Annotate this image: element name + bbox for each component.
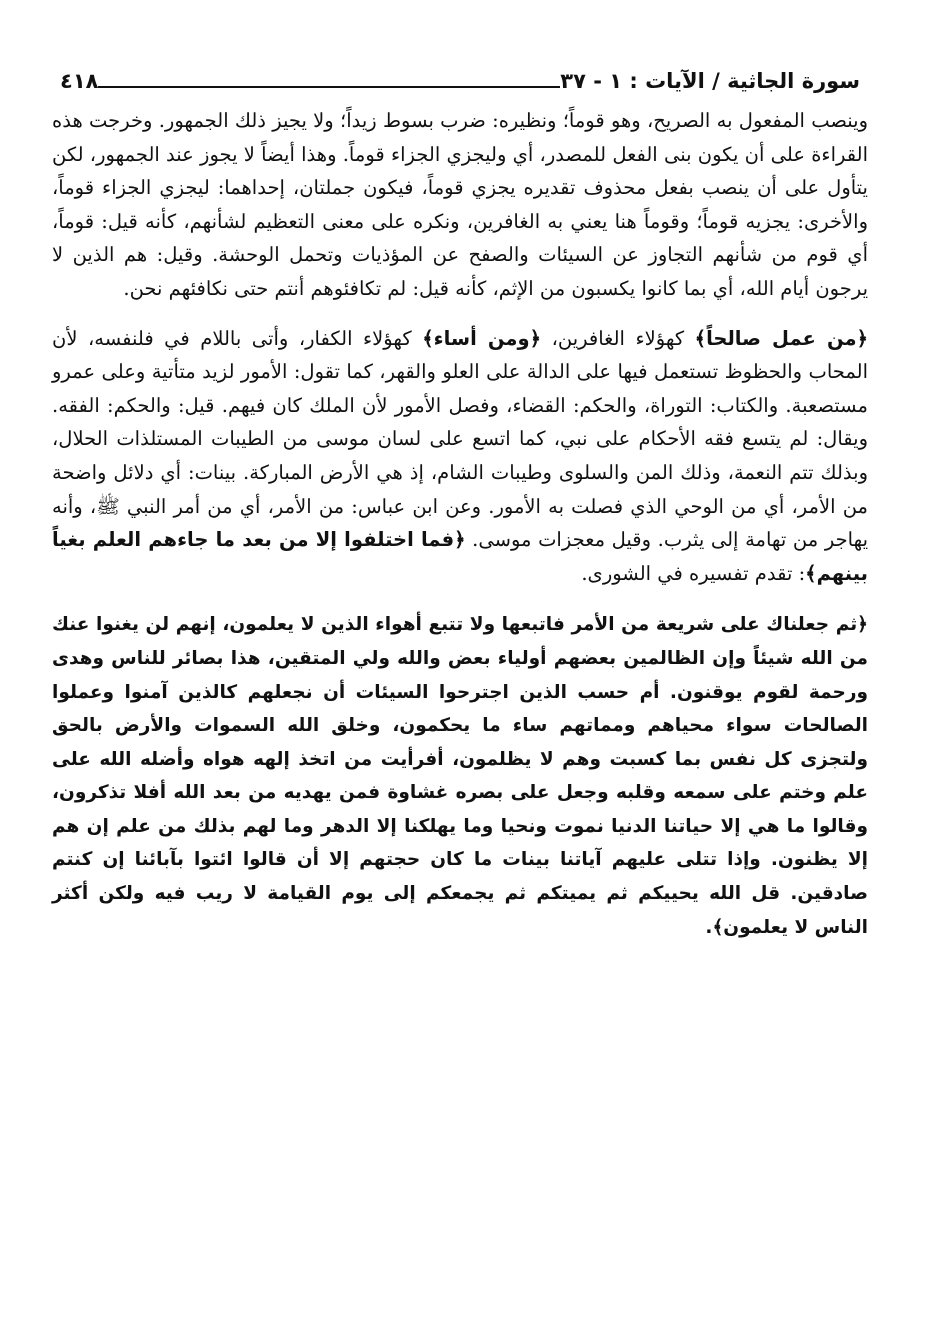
page-number: ٤١٨ (60, 69, 99, 93)
commentary-text: كهؤلاء الكفار، وأتى باللام في فلنفسه، لأن المحاب والحظوظ تستعمل فيها على الدالة على العلو والقهر، كما تقول: الأمور لزيد متأتية وعلى عمرو مستصعبة. والكتاب: التوراة، والحكم: القضاء، وفصل الأمور لأن الملك كان فيهم. قيل: والحكم: الفقه. ويقال: لم يتسع فقه الأحكام على نبي، كما اتسع على لسان موسى من الطيبات المستلذات الحلال، وبذلك تتم النعمة، وذلك المن والسلوى وطيبات الشام، إذ هي الأرض المباركة. بينات: أي دلائل واضحة من الأمر، أي من الوحي الذي فصلت به الأمور. وعن ابن عباس: من الأمر، أي من أمر النبي ﷺ، وأنه يهاجر من تهامة إلى يثرب. وقيل معجزات موسى. (52, 326, 868, 552)
paragraph-1 (52, 104, 868, 306)
commentary-text: : تقدم تفسيره في الشورى. (581, 561, 806, 585)
running-title: سورة الجاثية / الآيات : ١ - ٣٧ (560, 69, 860, 93)
header-rule (98, 86, 560, 88)
quran-verse-text: ﴿ثم جعلناك على شريعة من الأمر فاتبعها ولا تتبع أهواء الذين لا يعلمون، إنهم لن يغنوا عنك من الله شيئاً وإن الظالمين بعضهم أولياء بعض والله ولي المتقين، هذا بصائر للناس وهدى ورحمة لقوم يوقنون. أم حسب الذين اجترحوا السيئات أن نجعلهم كالذين آمنوا وعملوا الصالحات سواء محياهم ومماتهم ساء ما يحكمون، وخلق الله السموات والأرض بالحق ولتجزى كل نفس بما كسبت وهم لا يظلمون، أفرأيت من اتخذ إلهه هواه وأضله الله على علم وختم على سمعه وقلبه وجعل على بصره غشاوة فمن يهديه من بعد الله أفلا تذكرون، وقالوا ما هي إلا حياتنا الدنيا نموت ونحيا وما يهلكنا إلا الدهر وما لهم بذلك من علم إن هم إلا يظنون. وإذا تتلى عليهم آياتنا بينات ما كان حجتهم إلا أن قالوا ائتوا بآبائنا إن كنتم صادقين. قل الله يحييكم ثم يميتكم ثم يجمعكم إلى يوم القيامة لا ريب فيه ولكن أكثر الناس لا يعلمون﴾. (52, 614, 868, 938)
quran-verse-text: ﴿من عمل صالحاً﴾ (694, 326, 869, 350)
commentary-text: كهؤلاء الغافرين، (541, 326, 695, 350)
paragraph-2 (52, 322, 868, 591)
commentary-text: وينصب المفعول به الصريح، وهو قوماً؛ ونظيره: ضرب بسوط زيداً؛ ولا يجيز ذلك الجمهور. وخرجت هذه القراءة على أن يكون بنى الفعل للمصدر، أي وليجزي الجزاء قوماً. وهذا أيضاً لا يجوز عند الجمهور، لكن يتأول على أن ينصب بفعل محذوف تقديره يجزي قوماً، فيكون جملتان، إحداهما: ليجزي الجزاء قوماً، والأخرى: يجزيه قوماً؛ وقوماً هنا يعني به الغافرين، ونكره على معنى التعظيم لشأنهم، كأنه قيل: قوماً، أي قوم من شأنهم التجاوز عن السيئات والصفح عن المؤذيات وتحمل الوحشة. وقيل: هم الذين لا يرجون أيام الله، أي بما كانوا يكسبون من الإثم، كأنه قيل: لم تكافئوهم أنتم حتى نكافئهم نحن. (52, 109, 868, 300)
paragraph-3 (52, 608, 868, 944)
quran-verse-text: ﴿فما اختلفوا إلا من بعد ما جاءهم العلم بغياً بينهم﴾ (52, 528, 868, 585)
book-page (52, 60, 868, 1304)
page-header (52, 60, 868, 94)
quran-verse-text: ﴿ومن أساء﴾ (422, 326, 542, 350)
